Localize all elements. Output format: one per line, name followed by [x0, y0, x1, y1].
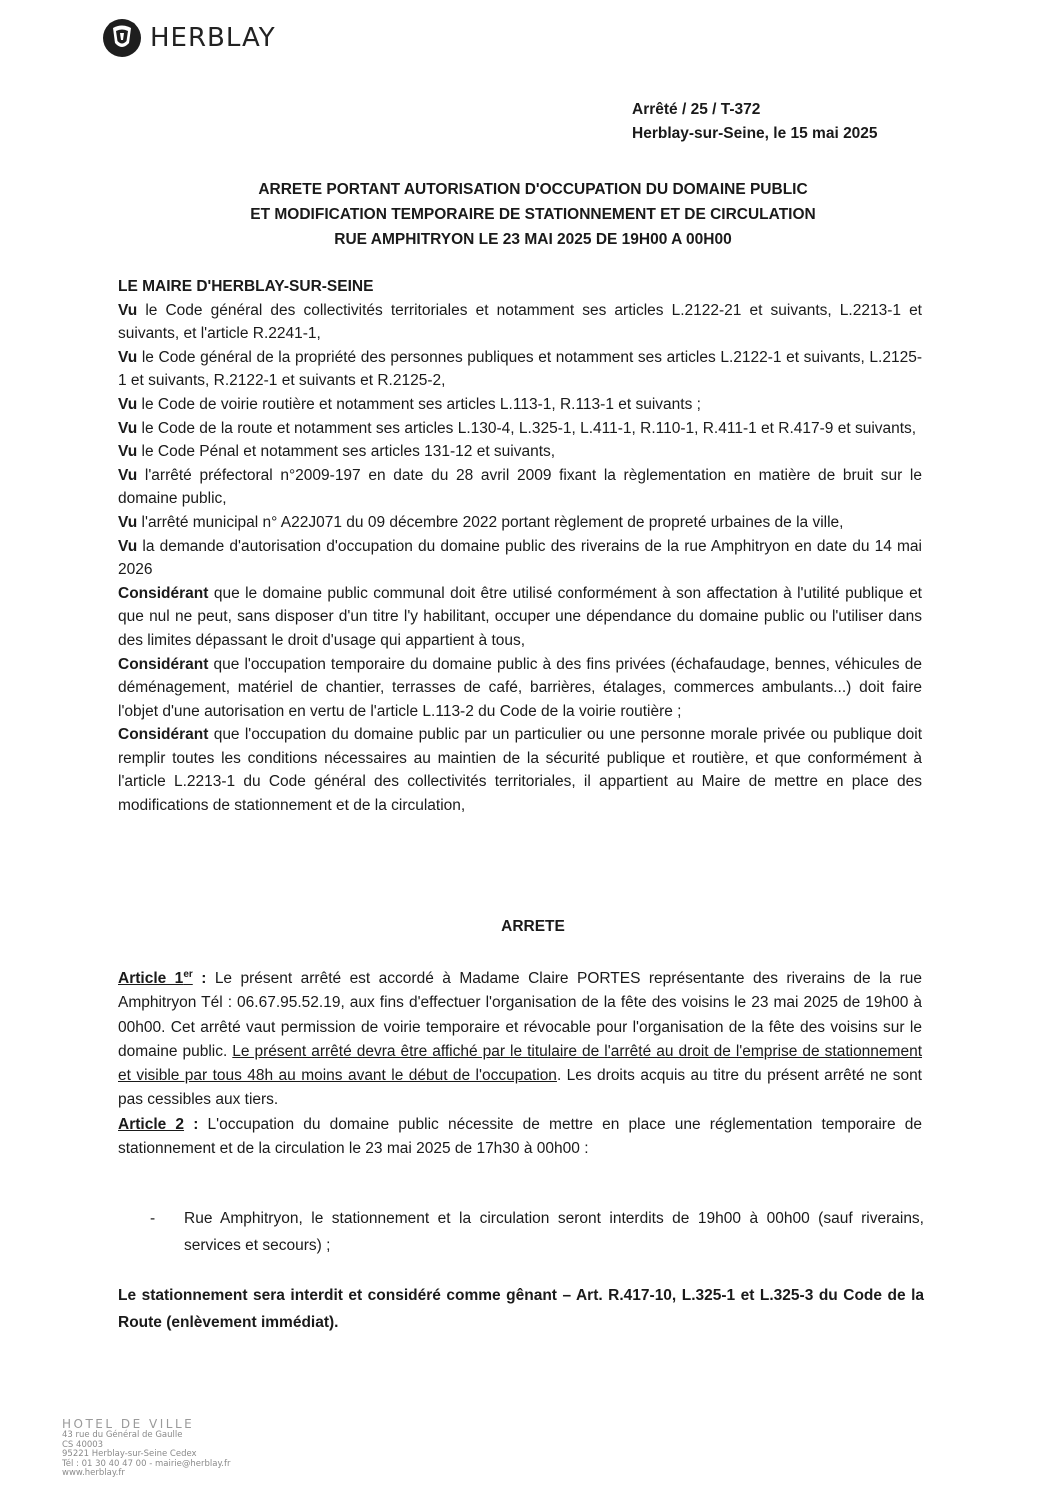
- article-1-posting-requirement: Le présent arrêté devra être affiché par le titulaire de l'arrêté au droit de l'emprise de stationnement et visible par tous 48h au moins avant le début de l'occupation: [118, 1042, 923, 1085]
- decree-heading: ARRETE: [501, 918, 565, 935]
- footer-title: HOTEL DE VILLE: [62, 1417, 195, 1431]
- consideration-lead: Vu: [118, 395, 138, 413]
- city-crest-icon: [100, 16, 144, 60]
- consideration-text: que le domaine public communal doit être utilisé conformément à son affectation à l'utilité publique et que nul ne peut, sans disposer d'un titre l'y habilitant, occuper une dépendance du domaine public ou l'utiliser dans des limites dépassant le droit d'usage qui appartient à tous,: [118, 584, 922, 649]
- consideration-text: que l'occupation temporaire du domaine public à des fins privées (échafaudage, bennes, véhicules de déménagement, matériel de chantier, terrasses de café, barrières, étalages, commerces ambulants...) doit faire l'objet d'une autorisation en vertu de l'article L.113-2 du Code de la voirie routière ;: [118, 655, 922, 720]
- consideration-text: le Code Pénal et notamment ses articles 131-12 et suivants,: [137, 443, 556, 461]
- consideration-text: que l'occupation du domaine public par un particulier ou une personne morale privée ou publique doit remplir toutes les conditions nécessaires au maintien de la sécurité publique et routière, et que conformément à l'article L.2213-1 du Code général des collectivités territoriales, il appartient au Maire de mettre en place des modifications de stationnement et de la circulation,: [118, 726, 922, 815]
- consideration-item: [118, 346, 922, 393]
- consideration-text: l'arrêté préfectoral n°2009-197 en date du 28 avril 2009 fixant la règlementation en matière de bruit sur le domaine public,: [118, 466, 922, 508]
- parking-notice: Le stationnement sera interdit et considéré comme gênant – Art. R.417-10, L.325-1 et L.325-3 du Code de la Route (enlèvement immédiat).: [118, 1287, 924, 1331]
- restriction-item: [150, 1205, 924, 1259]
- mayor-heading: LE MAIRE D'HERBLAY-SUR-SEINE: [118, 278, 374, 295]
- consideration-item: [118, 653, 922, 724]
- consideration-item: [118, 417, 922, 441]
- preamble: [118, 275, 922, 818]
- consideration-text: le Code général de la propriété des personnes publiques et notamment ses articles L.2122-1 et suivants, L.2125-1 et suivants, R.2122-1 et suivants et R.2125-2,: [118, 348, 922, 390]
- footer-line-5: www.herblay.fr: [62, 1468, 125, 1478]
- consideration-lead: Vu: [118, 443, 138, 461]
- consideration-lead: Considérant: [118, 726, 209, 744]
- articles: [118, 967, 922, 1161]
- consideration-text: le Code général des collectivités territoriales et notamment ses articles L.2122-21 et suivants, L.2213-1 et suivants, et l'article R.2241-1,: [118, 301, 922, 343]
- article-2-label: Article 2: [118, 1115, 185, 1133]
- consideration-lead: Vu: [118, 348, 138, 366]
- consideration-text: le Code de la route et notamment ses articles L.130-4, L.325-1, L.411-1, R.110-1, R.411-1 et R.417-9 et suivants,: [137, 419, 917, 437]
- consideration-text: le Code de voirie routière et notamment ses articles L.113-1, R.113-1 et suivants ;: [137, 395, 701, 413]
- decree-title: [120, 177, 946, 252]
- article-1: Article 1er : Le présent arrêté est accordé à Madame Claire PORTES représentante des riverains de la rue Amphitryon Tél : 06.67.95.52.19, aux fins d'effectuer l'organisation de la fête des voisins le 23 mai 2025 de 19h00 à 00h00. Cet arrêté vaut permission de voirie temporaire et révocable pour l'organisation de la fête des voisins sur le domaine public. Le présent arrêté devra être affiché par le titulaire de l'arrêté au droit de l'emprise de stationnement et visible par tous 48h au moins avant le début de l'occupation. Les droits acquis au titre du présent arrêté ne sont pas cessibles aux tiers.: [118, 968, 923, 1109]
- article-1-label: Article 1er: [118, 968, 193, 987]
- article-2-text: L'occupation du domaine public nécessite de mettre en place une réglementation temporaire de stationnement et de la circulation le 23 mai 2025 de 17h30 à 00h00 :: [118, 1115, 923, 1158]
- logo-text: HERBLAY: [150, 23, 276, 53]
- article-1-text-end: . Les droits acquis au titre du présent arrêté ne sont pas cessibles aux tiers.: [118, 1067, 922, 1109]
- consideration-item: [118, 299, 922, 346]
- consideration-item: [118, 535, 922, 582]
- consideration-lead: Vu: [118, 537, 138, 555]
- consideration-item: [118, 440, 922, 464]
- article-1-text: Le présent arrêté est accordé à Madame Claire PORTES représentante des riverains de la rue Amphitryon Tél : 06.67.95.52.19, aux fins d'effectuer l'organisation de la fête des voisins le 23 mai 2025 de 19h00 à 00h00. Cet arrêté vaut permission de voirie temporaire et révocable pour l'organisation de la fête des voisins sur le domaine public.: [118, 970, 923, 1060]
- consideration-item: [118, 393, 922, 417]
- title-line-1: ARRETE PORTANT AUTORISATION D'OCCUPATION DU DOMAINE PUBLIC: [258, 181, 808, 198]
- footer-line-4: Tél : 01 30 40 47 00 - mairie@herblay.fr: [62, 1458, 231, 1469]
- consideration-item: [118, 582, 922, 653]
- consideration-item: [118, 511, 922, 535]
- consideration-item: [118, 723, 922, 817]
- consideration-text: l'arrêté municipal n° A22J071 du 09 décembre 2022 portant règlement de propreté urbaines de la ville,: [137, 513, 844, 531]
- consideration-lead: Considérant: [118, 655, 209, 673]
- herblay-logo: [100, 16, 276, 60]
- restriction-text: Rue Amphitryon, le stationnement et la circulation seront interdits de 19h00 à 00h00 (sauf riverains, services et secours) ;: [184, 1210, 924, 1254]
- article-2: Article 2 : L'occupation du domaine public nécessite de mettre en place une réglementation temporaire de stationnement et de la circulation le 23 mai 2025 de 17h30 à 00h00 :: [118, 1115, 923, 1158]
- place-date: Herblay-sur-Seine, le 15 mai 2025: [632, 125, 878, 142]
- bullet-dash: -: [150, 1210, 156, 1227]
- footer-line-3: 95221 Herblay-sur-Seine Cedex: [62, 1449, 197, 1459]
- footer-address: [62, 1418, 231, 1479]
- footer-line-2: CS 40003: [62, 1439, 104, 1450]
- title-line-3: RUE AMPHITRYON LE 23 MAI 2025 DE 19H00 A 00H00: [334, 231, 732, 248]
- consideration-lead: Vu: [118, 419, 138, 437]
- considerations-list: [118, 299, 922, 818]
- consideration-lead: Vu: [118, 513, 138, 531]
- ref-number: Arrêté / 25 / T-372: [632, 101, 761, 118]
- consideration-lead: Vu: [118, 466, 138, 484]
- consideration-text: la demande d'autorisation d'occupation du domaine public des riverains de la rue Amphitryon en date du 14 mai 2026: [118, 537, 922, 579]
- consideration-lead: Vu: [118, 301, 138, 319]
- title-line-2: ET MODIFICATION TEMPORAIRE DE STATIONNEMENT ET DE CIRCULATION: [250, 206, 816, 223]
- consideration-item: [118, 464, 922, 511]
- footer-line-1: 43 rue du Général de Gaulle: [62, 1430, 183, 1440]
- reference-block: [632, 98, 878, 146]
- consideration-lead: Considérant: [118, 584, 209, 602]
